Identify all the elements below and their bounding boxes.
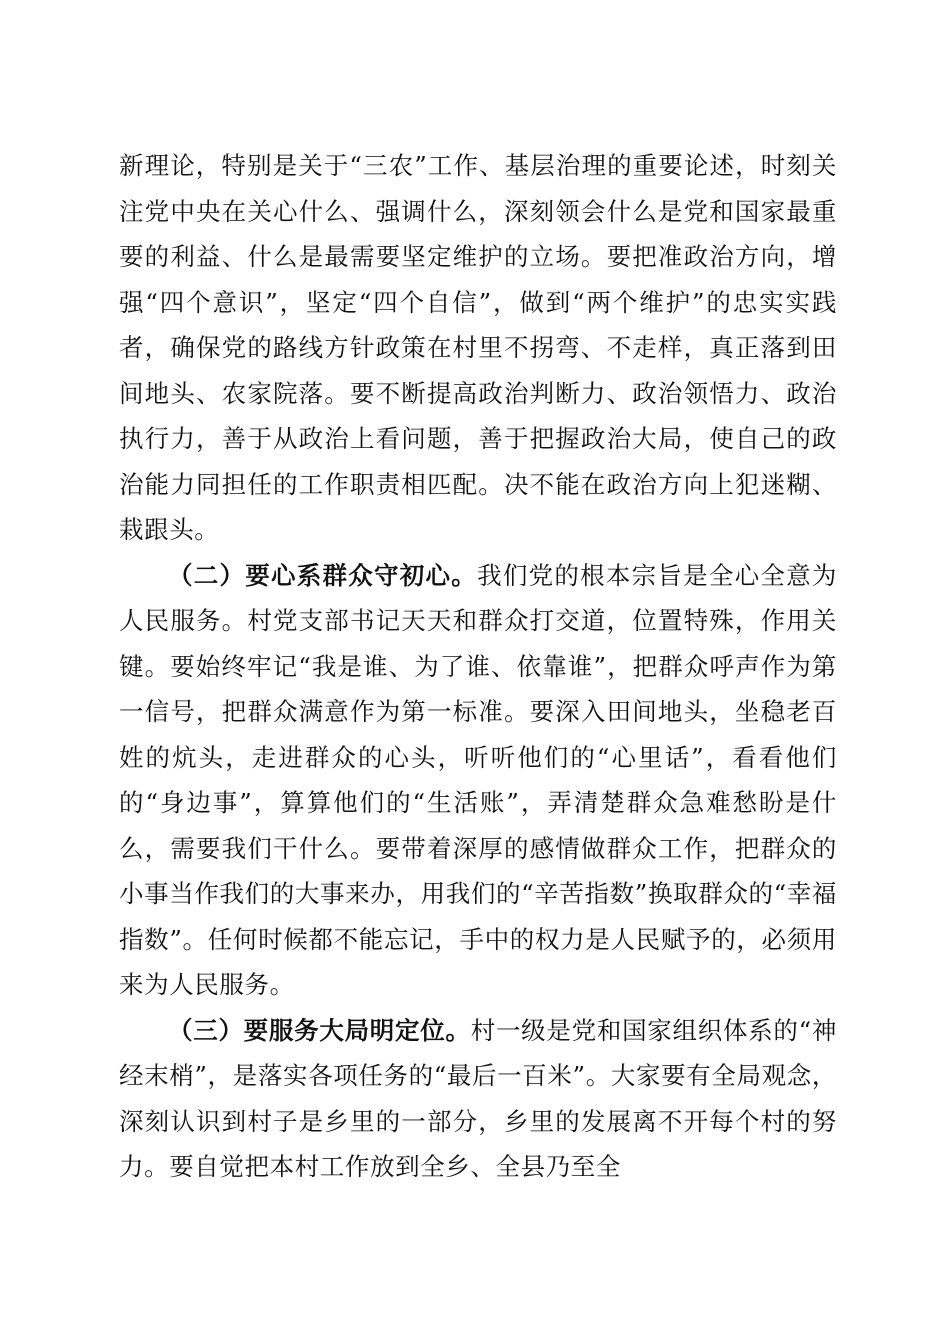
paragraph-text: 村一级是党和国家组织体系的“神经末梢”，是落实各项任务的“最后一百米”。大家要有全局观念，深刻认识到村子是乡里的一部分，乡里的发展离不开每个村的努力。要自觉把本村工作放到全乡、全县乃至全 bbox=[119, 1015, 838, 1181]
paragraph-continued bbox=[119, 143, 837, 553]
section-heading: （三）要服务大局明定位。 bbox=[168, 1015, 471, 1045]
document-body bbox=[119, 143, 837, 1190]
paragraph-text: 新理论，特别是关于“三农”工作、基层治理的重要论述，时刻关注党中央在关心什么、强调什么，深刻领会什么是党和国家最重要的利益、什么是最需要坚定维护的立场。要把准政治方向，增强“四个意识”，坚定“四个自信”，做到“两个维护”的忠实实践者，确保党的路线方针政策在村里不拐弯、不走样，真正落到田间地头、农家院落。要不断提高政治判断力、政治领悟力、政治执行力，善于从政治上看问题，善于把握政治大局，使自己的政治能力同担任的工作职责相匹配。决不能在政治方向上犯迷糊、栽跟头。 bbox=[119, 151, 837, 544]
section-heading: （二）要心系群众守初心。 bbox=[168, 560, 478, 590]
paragraph-text: 我们党的根本宗旨是全心全意为人民服务。村党支部书记天天和群众打交道，位置特殊，作用关键。要始终牢记“我是谁、为了谁、依靠谁”，把群众呼声作为第一信号，把群众满意作为第一标准。要深入田间地头，坐稳老百姓的炕头，走进群众的心头，听听他们的“心里话”，看看他们的“身边事”，算算他们的“生活账”，弄清楚群众急难愁盼是什么，需要我们干什么。要带着深厚的感情做群众工作，把群众的小事当作我们的大事来办，用我们的“辛苦指数”换取群众的“幸福指数”。任何时候都不能忘记，手中的权力是人民赋予的，必须用来为人民服务。 bbox=[119, 560, 837, 999]
paragraph-section-3 bbox=[119, 1008, 837, 1190]
paragraph-section-2 bbox=[119, 553, 837, 1008]
